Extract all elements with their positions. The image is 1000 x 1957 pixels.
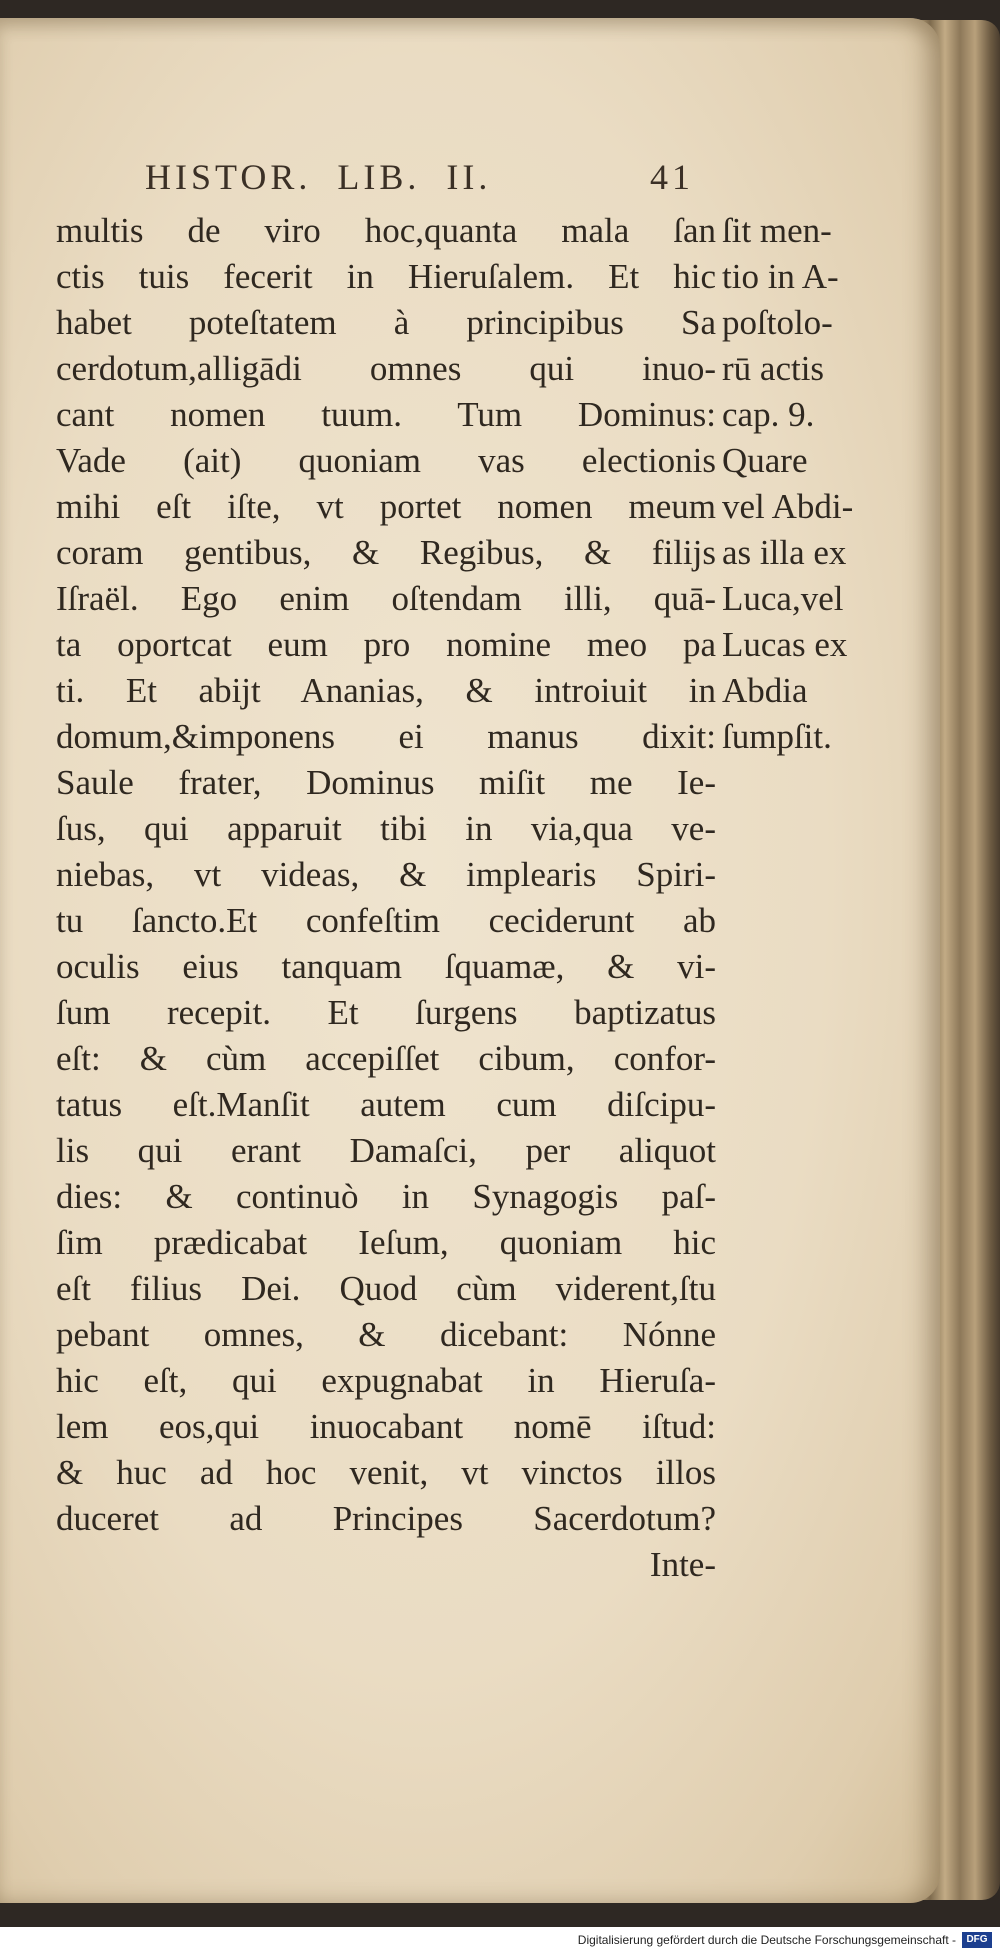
- footer-bar: [0, 1927, 1000, 1957]
- text-line: cerdotum,alligādi omnes qui inuo-: [56, 349, 716, 388]
- book-page: [0, 18, 940, 1903]
- text-line: Iſraël. Ego enim oſtendam illi, quā-: [56, 579, 716, 618]
- text-line: cant nomen tuum. Tum Dominus:: [56, 395, 716, 434]
- main-text-block: [56, 208, 716, 1588]
- margin-note-line: Quare: [722, 441, 808, 480]
- text-line: eſt filius Dei. Quod cùm viderent,ſtu: [56, 1269, 716, 1308]
- text-line: & huc ad hoc venit, vt vinctos illos: [56, 1453, 716, 1492]
- margin-note-line: vel Abdi-: [722, 487, 854, 526]
- text-line: oculis eius tanquam ſquamæ, & vi-: [56, 947, 716, 986]
- text-line: Saule frater, Dominus miſit me Ie-: [56, 763, 716, 802]
- margin-note-line: cap. 9.: [722, 395, 815, 434]
- page-header: [145, 156, 705, 206]
- text-line: domum,&imponens ei manus dixit:: [56, 717, 716, 756]
- margin-note-line: Lucas ex: [722, 625, 848, 664]
- margin-note-line: Abdia: [722, 671, 808, 710]
- text-line: pebant omnes, & dicebant: Nónne: [56, 1315, 716, 1354]
- text-line: ta oportcat eum pro nomine meo pa: [56, 625, 716, 664]
- margin-note-line: as illa ex: [722, 533, 847, 572]
- margin-note-line: ſit men-: [722, 211, 832, 250]
- text-line: duceret ad Principes Sacerdotum?: [56, 1499, 716, 1538]
- margin-note-line: ſumpſit.: [722, 717, 832, 756]
- text-line: Vade (ait) quoniam vas electionis: [56, 441, 716, 480]
- text-line: habet poteſtatem à principibus Sa: [56, 303, 716, 342]
- text-line: lem eos,qui inuocabant nomē iſtud:: [56, 1407, 716, 1446]
- text-line: niebas, vt videas, & implearis Spiri-: [56, 855, 716, 894]
- text-line: dies: & continuò in Synagogis paſ-: [56, 1177, 716, 1216]
- text-line: ſum recepit. Et ſurgens baptizatus: [56, 993, 716, 1032]
- catchword: Inte-: [649, 1545, 716, 1584]
- funding-credit: Digitalisierung gefördert durch die Deutsche Forschungsgemeinschaft -: [577, 1933, 956, 1947]
- text-line: multis de viro hoc,quanta mala ſan: [56, 211, 716, 250]
- text-line: ctis tuis fecerit in Hieruſalem. Et hic: [56, 257, 716, 296]
- running-title: HISTOR. LIB. II.: [145, 157, 492, 197]
- margin-note-line: poſtolo-: [722, 303, 833, 342]
- text-line: eſt: & cùm accepiſſet cibum, confor-: [56, 1039, 716, 1078]
- text-line: ſim prædicabat Ieſum, quoniam hic: [56, 1223, 716, 1262]
- page-number: 41: [650, 157, 694, 197]
- margin-note-line: Luca,vel: [722, 579, 844, 618]
- margin-note-line: rū actis: [722, 349, 825, 388]
- text-line: tatus eſt.Manſit autem cum diſcipu-: [56, 1085, 716, 1124]
- text-line: ſus, qui apparuit tibi in via,qua ve-: [56, 809, 716, 848]
- text-line: ti. Et abijt Ananias, & introiuit in: [56, 671, 716, 710]
- text-line: tu ſancto.Et confeſtim ceciderunt ab: [56, 901, 716, 940]
- margin-note: [722, 208, 890, 760]
- margin-note-line: tio in A-: [722, 257, 839, 296]
- text-line: mihi eſt iſte, vt portet nomen meum: [56, 487, 716, 526]
- dfg-logo: DFG: [962, 1932, 992, 1948]
- text-line: coram gentibus, & Regibus, & filijs: [56, 533, 716, 572]
- text-line: lis qui erant Damaſci, per aliquot: [56, 1131, 716, 1170]
- text-line: hic eſt, qui expugnabat in Hieruſa-: [56, 1361, 716, 1400]
